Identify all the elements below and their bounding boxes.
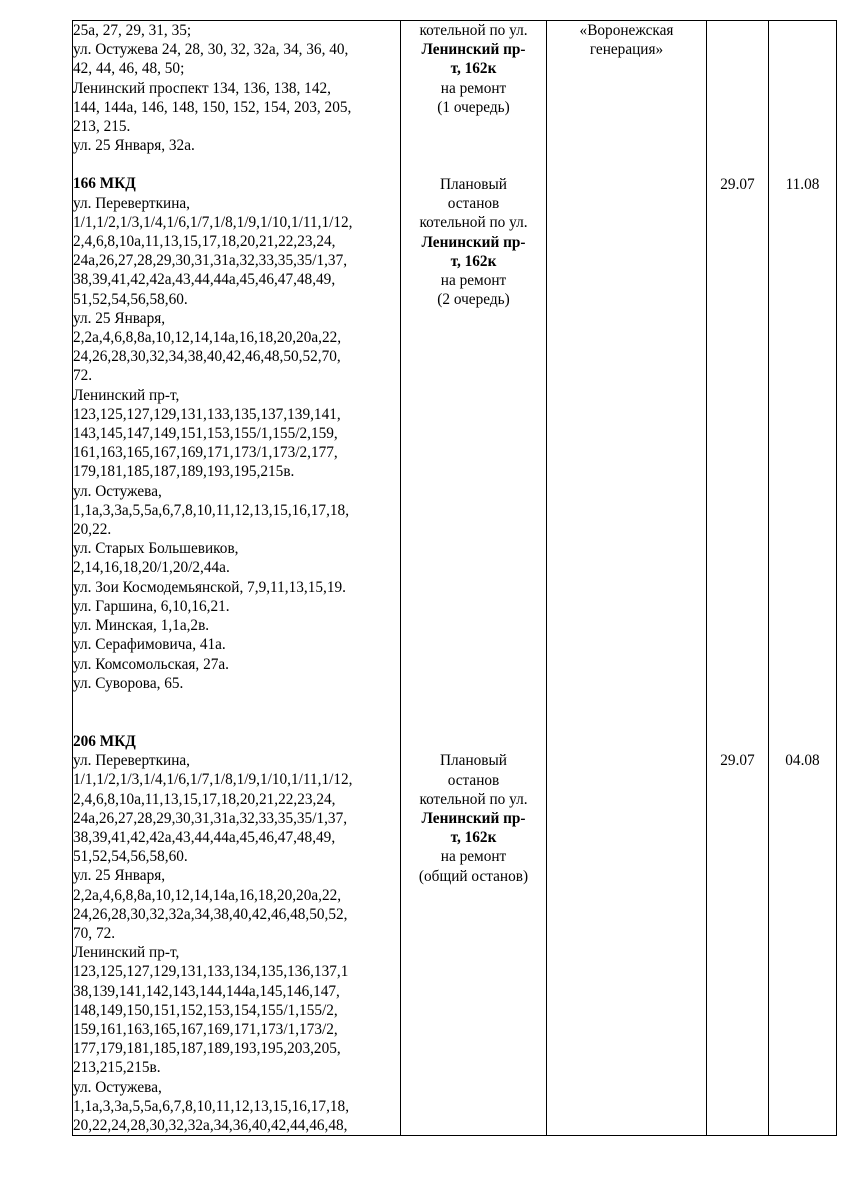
address-line: Ленинский проспект 134, 136, 138, 142,: [73, 79, 331, 97]
end-date-cell: [769, 21, 837, 1136]
boiler-address: Ленинский пр-: [421, 233, 526, 251]
address-line: 51,52,54,56,58,60.: [73, 290, 188, 308]
address-line: ул. Остужева,: [73, 482, 162, 500]
address-line: 2,14,16,18,20/1,20/2,44а.: [73, 559, 230, 577]
address-line: 2,4,6,8,10а,11,13,15,17,18,20,21,22,23,24,: [73, 790, 336, 808]
reason-line: Плановый: [440, 752, 507, 770]
reason-line: котельной по ул.: [419, 214, 528, 232]
address-line: ул. 25 Января, 32а.: [73, 137, 195, 155]
address-line: ул. Минская, 1,1а,2в.: [73, 617, 210, 635]
address-line: 1/1,1/2,1/3,1/4,1/6,1/7,1/8,1/9,1/10,1/11,1/12,: [73, 771, 353, 789]
address-line: 38,139,141,142,143,144,144а,145,146,147,: [73, 982, 340, 1000]
address-line: Ленинский пр-т,: [73, 386, 180, 404]
address-line: ул. 25 Января,: [73, 867, 166, 885]
reason-line: (общий останов): [418, 867, 529, 885]
address-line: 143,145,147,149,151,153,155/1,155/2,159,: [73, 425, 338, 443]
address-line: 20,22.: [73, 521, 112, 539]
mkd-count: 166 МКД: [73, 175, 136, 193]
address-line: ул. Суворова, 65.: [73, 674, 184, 692]
reason-line: останов: [447, 195, 500, 213]
address-line: 70, 72.: [73, 924, 116, 942]
reason-line: на ремонт: [440, 79, 507, 97]
address-cell: [73, 21, 401, 1136]
end-date: 04.08: [785, 752, 820, 770]
address-line: ул. Остужева,: [73, 1078, 162, 1096]
address-line: 1,1а,3,3а,5,5а,6,7,8,10,11,12,13,15,16,17,18,: [73, 501, 350, 519]
address-line: Ленинский пр-т,: [73, 944, 180, 962]
address-line: ул. 25 Января,: [73, 309, 166, 327]
address-line: 24а,26,27,28,29,30,31,31а,32,33,35,35/1,37,: [73, 252, 348, 270]
address-line: 2,4,6,8,10а,11,13,15,17,18,20,21,22,23,24,: [73, 233, 336, 251]
address-line: 24,26,28,30,32,34,38,40,42,46,48,50,52,70,: [73, 348, 341, 366]
reason-line: котельной по ул.: [419, 790, 528, 808]
boiler-address: т, 162к: [450, 252, 497, 270]
address-line: 2,2а,4,6,8,8а,10,12,14,14а,16,18,20,20а,22,: [73, 329, 342, 347]
address-line: ул. Переверткина,: [73, 752, 191, 770]
address-line: 1,1а,3,3а,5,5а,6,7,8,10,11,12,13,15,16,17,18,: [73, 1097, 350, 1115]
address-line: 38,39,41,42,42а,43,44,44а,45,46,47,48,49,: [73, 828, 336, 846]
end-date: 11.08: [785, 176, 820, 193]
reason-line: (1 очередь): [437, 98, 510, 116]
table-row: [73, 21, 837, 1136]
address-line: 1/1,1/2,1/3,1/4,1/6,1/7,1/8,1/9,1/10,1/11,1/12,: [73, 213, 353, 231]
address-line: ул. Комсомольская, 27а.: [73, 655, 229, 673]
address-line: 213,215,215в.: [73, 1059, 161, 1077]
address-line: 38,39,41,42,42а,43,44,44а,45,46,47,48,49,: [73, 271, 336, 289]
address-line: 24а,26,27,28,29,30,31,31а,32,33,35,35/1,37,: [73, 809, 348, 827]
address-line: 123,125,127,129,131,133,135,137,139,141,: [73, 405, 341, 423]
address-line: 20,22,24,28,30,32,32а,34,36,40,42,44,46,48,: [73, 1116, 348, 1134]
reason-cell: [401, 21, 547, 1136]
address-line: 25а, 27, 29, 31, 35;: [73, 22, 192, 39]
address-line: 2,2а,4,6,8,8а,10,12,14,14а,16,18,20,20а,22,: [73, 886, 342, 904]
address-line: 42, 44, 46, 48, 50;: [73, 60, 185, 78]
start-date: 29.07: [720, 176, 755, 193]
address-line: 179,181,185,187,189,193,195,215в.: [73, 463, 295, 481]
address-line: 213, 215.: [73, 118, 131, 136]
address-line: 24,26,28,30,32,32а,34,38,40,42,46,48,50,52,: [73, 905, 348, 923]
reason-line: останов: [447, 771, 500, 789]
reason-line: на ремонт: [440, 272, 507, 290]
start-date: 29.07: [720, 752, 755, 770]
address-line: ул. Остужева 24, 28, 30, 32, 32а, 34, 36, 40,: [73, 41, 349, 59]
address-line: ул. Зои Космодемьянской, 7,9,11,13,15,19.: [73, 578, 346, 596]
boiler-address: т, 162к: [450, 60, 497, 78]
address-line: 161,163,165,167,169,171,173/1,173/2,177,: [73, 444, 338, 462]
boiler-address: Ленинский пр-: [421, 810, 526, 828]
address-line: 177,179,181,185,187,189,193,195,203,205,: [73, 1040, 341, 1058]
address-line: 123,125,127,129,131,133,134,135,136,137,1: [73, 963, 349, 981]
address-line: ул. Старых Большевиков,: [73, 540, 239, 558]
address-line: ул. Гаршина, 6,10,16,21.: [73, 597, 230, 615]
start-date-cell: [707, 21, 769, 1136]
reason-line: на ремонт: [440, 848, 507, 866]
address-line: 159,161,163,165,167,169,171,173/1,173/2,: [73, 1020, 338, 1038]
organization-name: «Воронежская генерация»: [579, 22, 674, 59]
reason-line: котельной по ул.: [419, 22, 528, 39]
reason-line: (2 очередь): [437, 291, 510, 309]
address-line: ул. Серафимовича, 41а.: [73, 636, 226, 654]
organization-cell: [547, 21, 707, 1136]
address-line: 72.: [73, 367, 93, 385]
reason-line: Плановый: [440, 176, 507, 194]
address-line: 148,149,150,151,152,153,154,155/1,155/2,: [73, 1001, 338, 1019]
address-line: 51,52,54,56,58,60.: [73, 848, 188, 866]
boiler-address: т, 162к: [450, 829, 497, 847]
boiler-address: Ленинский пр-: [421, 41, 526, 59]
address-line: ул. Переверткина,: [73, 194, 191, 212]
outage-schedule-table: [72, 20, 837, 1136]
address-line: 144, 144а, 146, 148, 150, 152, 154, 203, 205,: [73, 98, 352, 116]
mkd-count: 206 МКД: [73, 732, 136, 750]
